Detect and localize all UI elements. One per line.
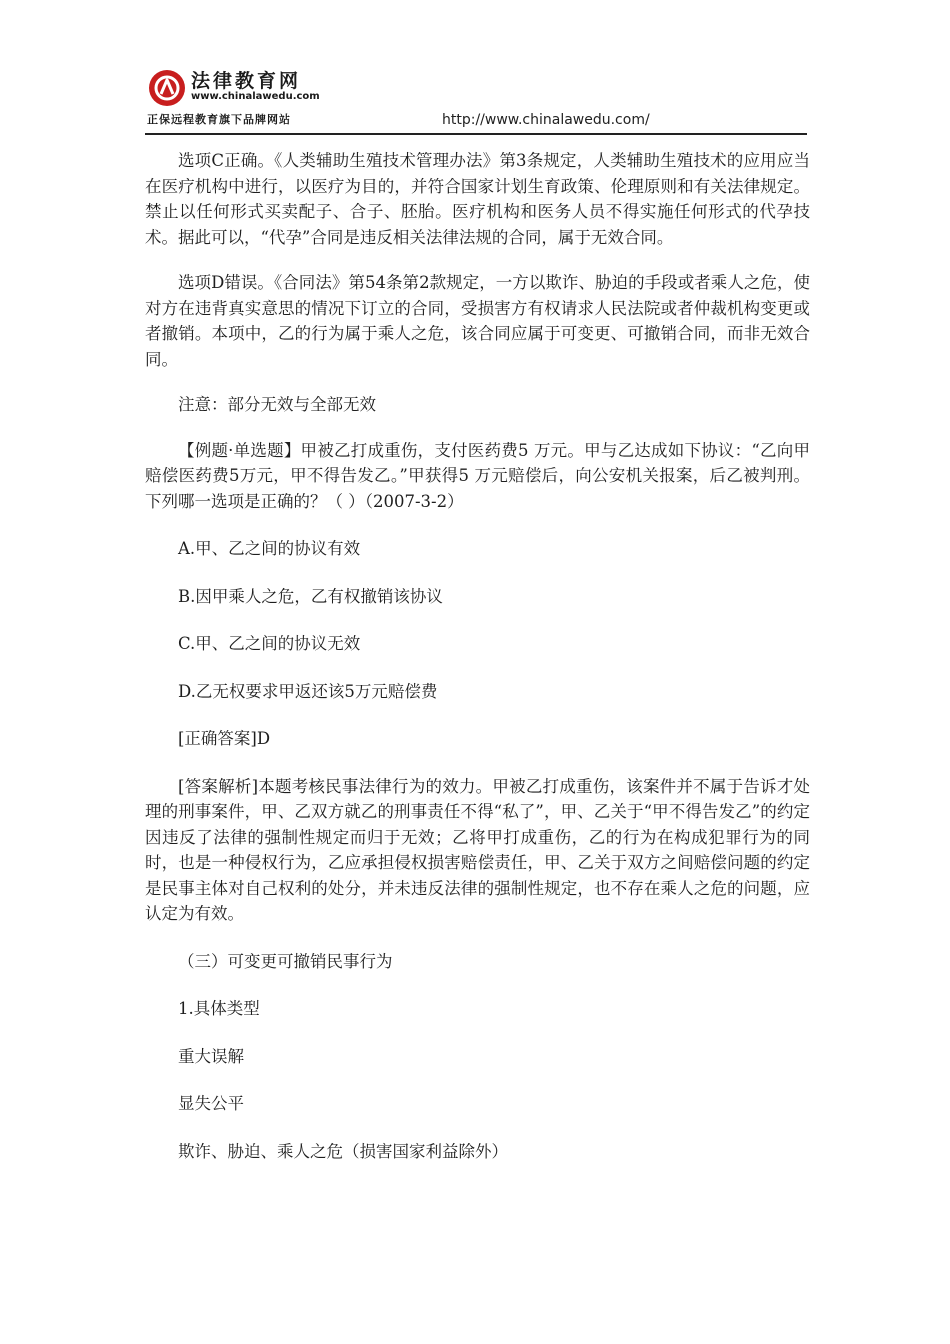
choice-c: C.甲、乙之间的协议无效 xyxy=(178,634,361,653)
choice-b: B.因甲乘人之危，乙有权撤销该协议 xyxy=(178,586,443,606)
site-url-link[interactable]: http://www.chinalawedu.com/ xyxy=(442,112,650,128)
choice-a: A.甲、乙之间的协议有效 xyxy=(178,539,361,558)
list-item: 重大误解 xyxy=(178,1046,244,1066)
header-divider xyxy=(145,133,807,135)
paragraph-note: 注意：部分无效与全部无效 xyxy=(178,395,376,414)
paragraph-option-d: 选项D错误。《合同法》第54条第2款规定，一方以欺诈、胁迫的手段或者乘人之危，使对方在违背真实意思的情况下订立的合同，受损害方有权请求人民法院或者仲裁机构变更或者撤销。本项中，乙的行为属于乘人之危，该合同应属于可变更、可撤销合同，而非无效合同。 xyxy=(145,273,810,369)
section-heading: （三）可变更可撤销民事行为 xyxy=(178,951,393,971)
correct-answer: [正确答案]D xyxy=(178,729,271,748)
logo-url: www.chinalawedu.com xyxy=(191,91,320,102)
paragraph-example-question: 【例题·单选题】甲被乙打成重伤，支付医药费5 万元。甲与乙达成如下协议：“乙向甲赔偿医药费5万元，甲不得告发乙。”甲获得5 万元赔偿后，向公安机关报案，后乙被判刑。下列哪一选项是正确的？（ ）（2007-3-2） xyxy=(145,440,810,511)
list-item: 显失公平 xyxy=(178,1094,244,1113)
logo-slogan: 正保远程教育旗下品牌网站 xyxy=(147,113,291,126)
answer-explanation: [答案解析]本题考核民事法律行为的效力。甲被乙打成重伤，该案件并不属于告诉才处理的刑事案件，甲、乙双方就乙的刑事责任不得“私了”，甲、乙关于“甲不得告发乙”的约定因违反了法律的强制性规定而归于无效；乙将甲打成重伤，乙的行为在构成犯罪行为的同时，也是一种侵权行为，乙应承担侵权损害赔偿责任，甲、乙关于双方之间赔偿问题的约定是民事主体对自己权利的处分，并未违反法律的强制性规定，也不存在乘人之危的问题，应认定为有效。 xyxy=(145,776,810,923)
choice-d: D.乙无权要求甲返还该5万元赔偿费 xyxy=(178,681,438,701)
red-circle-logo-icon xyxy=(147,68,187,108)
logo-name: 法律教育网 xyxy=(191,70,302,92)
list-item: 欺诈、胁迫、乘人之危（损害国家利益除外） xyxy=(178,1141,508,1161)
page-header xyxy=(145,66,807,134)
document-body xyxy=(145,148,810,1164)
paragraph-option-c: 选项C正确。《人类辅助生殖技术管理办法》第3条规定，人类辅助生殖技术的应用应当在医疗机构中进行，以医疗为目的，并符合国家计划生育政策、伦理原则和有关法律规定。禁止以任何形式买卖配子、合子、胚胎。医疗机构和医务人员不得实施任何形式的代孕技术。据此可以，“代孕”合同是违反相关法律法规的合同，属于无效合同。 xyxy=(145,151,810,247)
subsection-heading: 1.具体类型 xyxy=(178,999,260,1018)
